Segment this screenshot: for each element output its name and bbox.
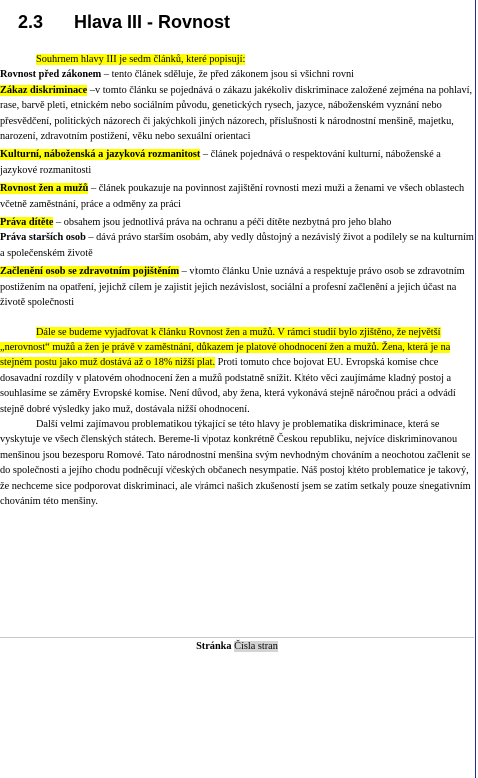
list-item-text: – v: [179, 266, 195, 278]
list-item-text: – dává právo starším osobám, aby vedly důstojný a nezávislý život a podílely se na kulturním a společenském životě: [0, 232, 474, 259]
paragraph-text: potaz konkrétně Českou republiku, nejvíce diskriminovanou menšinou jsou bezesporu Romové. Tato národnostní menšina svým nevhodným chováním a neochotou začlenit se do společnosti a jejího chodu podněcují v: [0, 434, 471, 477]
document-body[interactable]: [0, 52, 474, 509]
list-item-child-rights: [0, 215, 474, 230]
list-item-equality-before-law: [0, 67, 474, 82]
list-item-text: – článek poukazuje na povinnost zajištění rovnosti mezi muži a ženami ve všech oblastech včetně zaměstnání, práce a odměny za práci: [0, 183, 465, 210]
paragraph-text: Proti tomuto chce bojovat EU. Evropská komise chce dosavadní rozdíly v platovém ohodnocení žen a mužů podstatně snížit. K: [0, 357, 439, 384]
list-item-text: – článek pojednává o respektování kulturní, náboženské a jazykové rozmanitosti: [0, 149, 441, 176]
highlighted-text: Dále se budeme vyjadřovat k článku Rovnost žen a mužů. V rámci studií bylo zjištěno, že největší „nerovnost“ mužů a žen je právě v zaměstnání, důkazem je platové ohodnocení žen a mužů. Žena, která je na stejném postu jako muž dostává až o 18% nižší plat.: [0, 326, 451, 369]
paragraph-text: Další velmi zajímavou problematikou týkající se této hlavy je problematika diskriminace, která se vyskytuje ve všech členských státech. Bereme-li v: [0, 418, 440, 446]
paragraph-text: rámci našich zkušeností jsem se zatím setkaly pouze s: [200, 480, 424, 492]
paragraph-text: této věci zaujímáme kladný postoj a souhlasíme se záměry Evropské komise. Není důvod, aby žena, která vykonává stejně náročnou práci a odvádí stejně dobré výsledky jako muž, dostávala nižší ohodnocení.: [0, 372, 456, 415]
list-item-term: Začlenění osob se zdravotním pojištěním: [0, 266, 180, 278]
section-number: 2.3: [18, 12, 44, 32]
list-item-term: Rovnost před zákonem: [0, 69, 102, 81]
footer-separator: [0, 637, 474, 638]
section-heading: [18, 12, 230, 33]
intro-paragraph: [0, 52, 474, 67]
page-footer[interactable]: [0, 640, 474, 654]
list-item-text: – obsahem jsou jednotlivá práva na ochranu a péči dítěte nezbytná pro jeho blaho: [53, 217, 392, 229]
list-item-term: Práva starších osob: [0, 232, 86, 244]
paragraph-gender-pay: [0, 325, 474, 417]
paragraph-text: této problematice je takový, že nechceme sice podporovat diskriminaci, ale v: [0, 465, 469, 492]
footer-label: Stránka: [196, 641, 232, 652]
list-item-term: Kulturní, náboženská a jazyková rozmanitost: [0, 149, 201, 161]
list-item-text: –v tomto článku se pojednává o zákazu jakékoliv diskriminace založené zejména na pohlaví, rase, barvě pleti, etnickém nebo sociálním původu, genetických rysech, jazyce, náboženském vyznání nebo přesvědčení, politických názorech či jakýchkoli jiných názorech, příslušnosti k národnostní menšině, majetku, narození, zdravotním postižení, věku nebo sexuální orientaci: [0, 84, 473, 143]
list-item-text: tomto článku Unie uznává a respektuje právo osob se zdravotním postižením na opatření, jejichž cílem je zajistit jejich nezávislost, sociální a profesní začlenění a jejich účast na životě společnosti: [0, 266, 465, 309]
intro-text: Souhrnem hlavy III je sedm článků, které popisují:: [36, 54, 246, 65]
list-item-term: Práva dítěte: [0, 217, 54, 229]
list-item-term: Zákaz diskriminace: [0, 84, 88, 96]
list-item-text: – tento článek sděluje, že před zákonem jsou si všichni rovni: [101, 69, 355, 81]
paragraph-text: českých občanech nesympatie. Náš postoj k: [172, 465, 353, 477]
list-item-non-discrimination: [0, 83, 474, 145]
paragraph-discrimination: [0, 417, 474, 509]
paragraph-text: negativním chováním této menšiny.: [0, 480, 471, 507]
list-item-elderly-rights: [0, 230, 474, 261]
page-number-field[interactable]: Čísla stran: [234, 641, 278, 652]
list-item-diversity: [0, 147, 474, 178]
section-title: Hlava III - Rovnost: [74, 12, 231, 32]
list-item-disability-integration: [0, 264, 474, 310]
list-item-term: Rovnost žen a mužů: [0, 183, 89, 195]
list-item-gender-equality: [0, 181, 474, 212]
page-border: [475, 0, 476, 778]
